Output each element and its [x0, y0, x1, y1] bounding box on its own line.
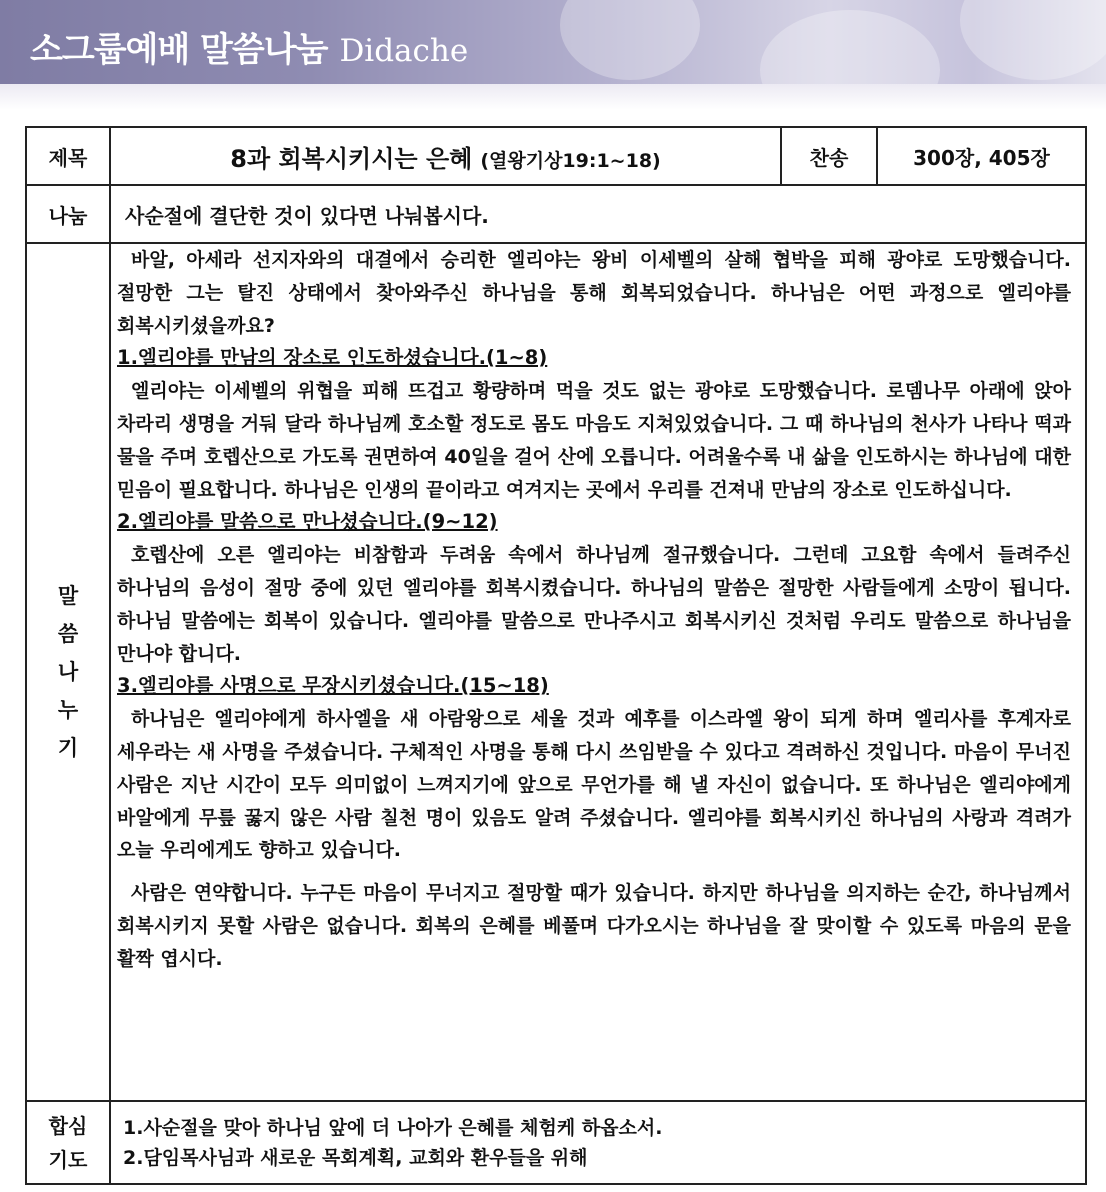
- word-label: [27, 577, 109, 767]
- lesson-table: [25, 126, 1087, 1185]
- word-label-char: 씀: [57, 622, 79, 646]
- word-label-char: 누: [57, 698, 79, 722]
- scripture-reference: (열왕기상19:1~18): [480, 149, 661, 172]
- section-heading-text: 2.엘리야를 말씀으로 만나셨습니다.(9~12): [117, 510, 498, 534]
- word-label-char: 기: [57, 736, 79, 760]
- banner-decoration: [760, 10, 940, 130]
- word-label-cell: [26, 243, 110, 1101]
- title-row: [26, 127, 1086, 185]
- word-label-char: 나: [57, 660, 79, 684]
- section-body: 하나님은 엘리야에게 하사엘을 새 아람왕으로 세울 것과 예후를 이스라엘 왕이 되게 하며 엘리사를 후계자로 세우라는 새 사명을 주셨습니다. 구체적인 사명을 통해 다시 쓰임받을 수 있다고 격려하신 것입니다. 마음이 무너진 사람은 지난 시간이 모두 의미없이 느껴지기에 앞으로 무언가를 해 낼 자신이 없습니다. 또 하나님은 엘리야에게 바알에게 무릎 꿇지 않은 사람 칠천 명이 있음도 알려 주셨습니다. 엘리야를 회복시키신 하나님의 사랑과 격려가 오늘 우리에게도 향하고 있습니다.: [117, 708, 1071, 862]
- share-row: [26, 185, 1086, 243]
- title-label: 제목: [26, 127, 110, 185]
- hymn-label: 찬송: [781, 127, 877, 185]
- section-heading-text: 1.엘리야를 만남의 장소로 인도하셨습니다.(1~8): [117, 346, 548, 370]
- sermon-body: [110, 243, 1086, 1101]
- banner-decoration: [960, 0, 1106, 80]
- section-body: 호렙산에 오른 엘리야는 비참함과 두려움 속에서 하나님께 절규했습니다. 그런데 고요함 속에서 들려주신 하나님의 음성이 절망 중에 있던 엘리야를 회복시켰습니다. 하나님의 말씀은 절망한 사람들에게 소망이 됩니다. 하나님 말씀에는 회복이 있습니다. 엘리야를 말씀으로 만나주시고 회복시키신 것처럼 우리도 말씀으로 하나님을 만나야 합니다.: [117, 544, 1071, 665]
- prayer-item: 2.담임목사님과 새로운 목회계획, 교회와 환우들을 위해: [123, 1146, 588, 1169]
- lesson-title-cell: [110, 127, 781, 185]
- section-heading: [117, 670, 1071, 703]
- section-heading: [117, 342, 1071, 375]
- section-body: 엘리야는 이세벨의 위협을 피해 뜨겁고 황량하며 먹을 것도 없는 광야로 도망했습니다. 로뎀나무 아래에 앉아 차라리 생명을 거둬 달라 하나님께 호소할 정도로 몸도 마음도 지쳐있었습니다. 그 때 하나님의 천사가 나타나 떡과 물을 주며 호렙산으로 가도록 권면하여 40일을 걸어 산에 오릅니다. 어려울수록 내 삶을 인도하시는 하나님에 대한 믿음이 필요합니다. 하나님은 인생의 끝이라고 여겨지는 곳에서 우리를 건져내 만남의 장소로 인도하십니다.: [117, 380, 1071, 501]
- word-row: [26, 243, 1086, 1101]
- section-heading: [117, 506, 1071, 539]
- word-label-char: 말: [57, 584, 79, 608]
- prayer-label: [27, 1109, 109, 1177]
- page-title-korean: 소그룹예배 말씀나눔: [30, 30, 328, 70]
- paragraph-gap: [117, 867, 1071, 877]
- prayer-label-line: 기도: [48, 1147, 88, 1172]
- banner-decoration: [560, 0, 700, 80]
- share-label: 나눔: [26, 185, 110, 243]
- intro-paragraph: 바알, 아세라 선지자와의 대결에서 승리한 엘리야는 왕비 이세벨의 살해 협박을 피해 광야로 도망했습니다. 절망한 그는 탈진 상태에서 찾아와주신 하나님을 통해 회복되었습니다. 하나님은 어떤 과정으로 엘리야를 회복시키셨을까요?: [117, 249, 1071, 337]
- prayer-row: [26, 1101, 1086, 1184]
- header-banner: [0, 0, 1106, 84]
- prayer-item: 1.사순절을 맞아 하나님 앞에 더 나아가 은혜를 체험케 하옵소서.: [123, 1116, 663, 1139]
- section-heading-text: 3.엘리야를 사명으로 무장시키셨습니다.(15~18): [117, 674, 549, 698]
- closing-paragraph: 사람은 연약합니다. 누구든 마음이 무너지고 절망할 때가 있습니다. 하지만 하나님을 의지하는 순간, 하나님께서 회복시키지 못할 사람은 없습니다. 회복의 은혜를 베풀며 다가오시는 하나님을 잘 맞이할 수 있도록 마음의 문을 활짝 엽시다.: [117, 882, 1071, 970]
- prayer-label-line: 합심: [48, 1113, 88, 1138]
- page-title: [30, 22, 468, 71]
- prayer-items: [110, 1101, 1086, 1184]
- hymn-value: 300장, 405장: [877, 127, 1086, 185]
- lesson-title: 8과 회복시키시는 은혜: [230, 144, 473, 173]
- banner-fade: [0, 84, 1106, 110]
- prayer-label-cell: [26, 1101, 110, 1184]
- page-title-english: Didache: [339, 33, 469, 69]
- share-question: 사순절에 결단한 것이 있다면 나눠봅시다.: [110, 185, 1086, 243]
